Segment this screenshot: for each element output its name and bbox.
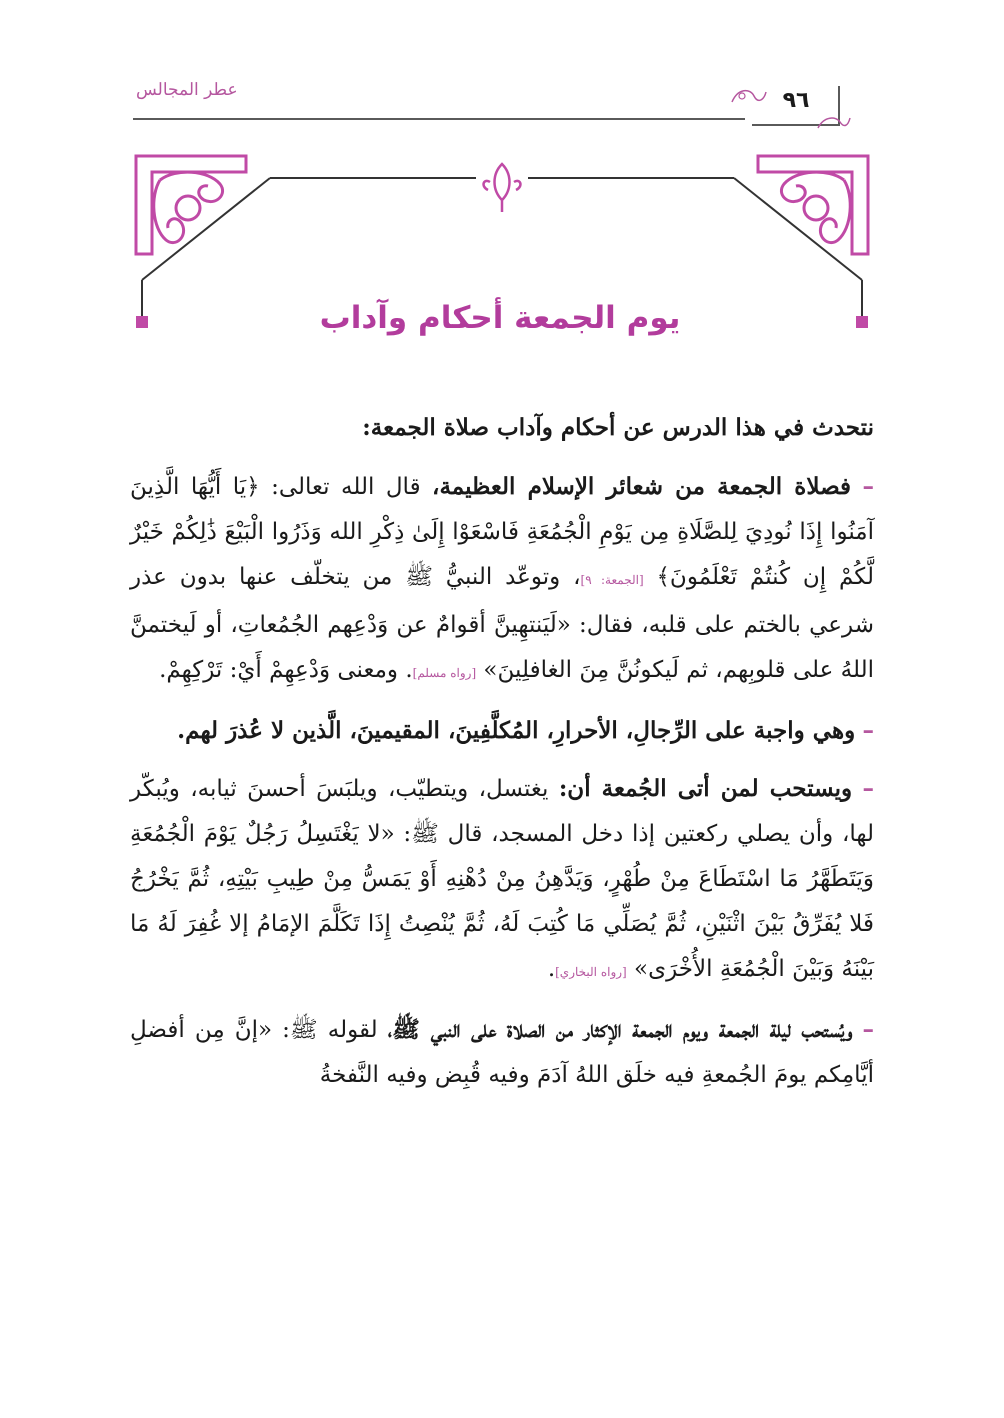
page-number: ٩٦ [782,88,810,113]
paragraph-recommended-acts [130,766,874,995]
citation: [رواه البخاري] [555,965,627,979]
paragraph-text: لقوله ﷺ: «إنَّ مِن أفضلِ أيَّامِكم يومَ الجُمعةِ فيه خلَق اللهُ آدَمَ وفيه قُبِض وفيه النَّفخةُ [130,1017,874,1088]
header-rule [133,118,745,120]
bullet-dash: – [862,717,874,744]
paragraph-text: يغتسل، ويتطيّب، ويلبَسَ أحسنَ ثيابه، ويُبكّر لها، وأن يصلي ركعتين إذا دخل المسجد، قال ﷺ: «لا يَغْتَسِلُ رَجُلٌ يَوْمَ الْجُمُعَةِ وَيَتَطَهَّرُ مَا اسْتَطَاعَ مِنْ طُهْرٍ، وَيَدَّهِنُ مِنْ دُهْنِهِ أَوْ يَمَسُّ مِنْ طِيبِ بَيْتِهِ، ثُمَّ يَخْرُجُ فَلا يُفَرِّقُ بَيْنَ اثْنَيْنِ، ثُمَّ يُصَلِّي مَا كُتِبَ لَهُ، ثُمَّ يُنْصِتُ إِذَا تَكَلَّمَ الإمَامُ إلا غُفِرَ لَهُ مَا بَيْنَهُ وَبَيْنَ الْجُمُعَةِ الأُخْرَى» [130,776,874,982]
document-body [130,405,874,1110]
bullet-dash: – [862,1016,875,1043]
paragraph-obligation [130,708,874,754]
paragraph-text: ، وتوعّد النبيُّ ﷺ من يتخلّف عنها بدون عذر شرعي بالختم على قلبه، فقال: «لَيَنتهِينَّ أقوامٌ عن وَدْعِهم الجُمُعاتِ، أو لَيختمنَّ اللهُ على قلوبِهم، ثم لَيكونُنَّ مِنَ الغافلِينَ» [130,564,874,683]
bullet-dash: – [862,775,875,802]
citation: [الجمعة: ٩] [580,573,644,587]
bullet-dash: – [862,473,874,500]
paragraph-lead: ويستحب لمن أتى الجُمعة أن: [558,775,853,802]
paragraph-text: قال الله تعالى: ﴿يَا أَيُّهَا الَّذِينَ آمَنُوا إِذَا نُودِيَ لِلصَّلَاةِ مِن يَوْمِ الْجُمُعَةِ فَاسْعَوْا إِلَىٰ ذِكْرِ الله وَذَرُوا الْبَيْعَ ذَٰلِكُمْ خَيْرٌ لَّكُمْ إِن كُنتُمْ تَعْلَمُونَ﴾ [130,474,875,590]
flourish-ornament-icon [728,84,768,110]
paragraph-lead: وهي واجبة على الرِّجالِ، الأحرارِ، المُكلَّفِينَ، المقيمينَ، الَّذين لا عُذرَ لهم. [177,717,856,744]
paragraph-lead: ويُستحب ليلة الجمعة ويوم الجمعة الإكثار من الصلاة على النبي ﷺ، [387,1016,853,1043]
page-title: يوم الجمعة أحكام وآداب [319,300,681,336]
paragraph-text: . ومعنى وَدْعِهِمْ أَيْ: تَرْكِهِمْ. [159,657,413,683]
paragraph-lead: فصلاة الجمعة من شعائر الإسلام العظيمة، [432,473,852,500]
citation: [رواه مسلم] [412,666,477,680]
paragraph-text: . [547,956,556,982]
book-title: عطر المجالس [136,80,238,100]
paragraph-friday-prayer [130,464,874,696]
intro-paragraph: نتحدث في هذا الدرس عن أحكام وآداب صلاة الجمعة: [362,414,874,441]
flourish-ornament-icon [816,112,852,134]
paragraph-salawat [130,1007,874,1098]
